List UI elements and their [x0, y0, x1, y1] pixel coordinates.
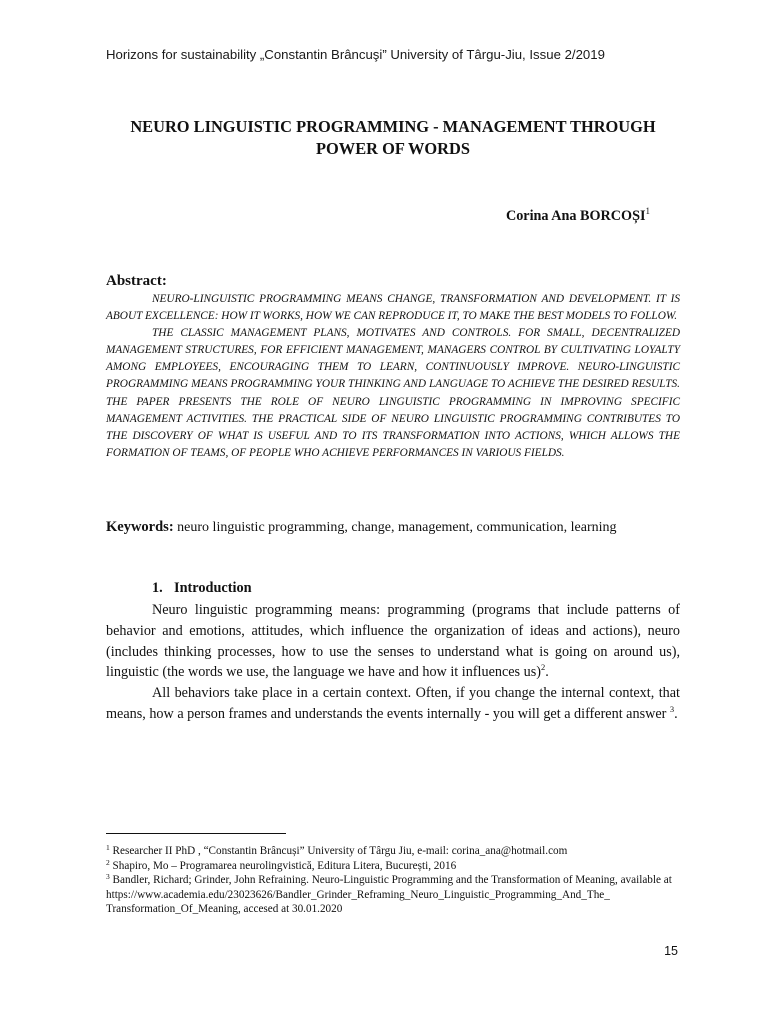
- abstract-paragraph-1: NEURO-LINGUISTIC PROGRAMMING MEANS CHANGE, TRANSFORMATION AND DEVELOPMENT. IT IS ABOUT EXCELLENCE: HOW IT WORKS, HOW WE CAN REPRODUCE IT, TO MAKE THE BEST MODELS TO FOLLOW.: [106, 293, 680, 323]
- intro-paragraph-2-text: All behaviors take place in a certain context. Often, if you change the internal context, that means, how a person frames and understands the events internally - you will get a different answer: [106, 685, 680, 722]
- footnote-1-text: Researcher II PhD , “Constantin Brâncuși” University of Târgu Jiu, e-mail: corina_ana@hotmail.com: [112, 845, 568, 857]
- footnote-3-url-end: Transformation_Of_Meaning, accesed at 30.01.2020: [106, 903, 343, 916]
- intro-paragraph-1-text: Neuro linguistic programming means: programming (programs that include patterns of behavior and emotions, attitudes, which influence the organization of ideas and actions), neuro (includes thinking processes, how to use the senses to understand what is going on around us), linguistic (the words we use, the language we have and how it influences us): [106, 602, 680, 681]
- footnote-1-mark: 1: [106, 843, 110, 852]
- intro-paragraph-1-end: .: [545, 664, 549, 681]
- footnote-separator: [106, 833, 286, 834]
- title-line-2: POWER OF WORDS: [316, 139, 470, 158]
- author-footnote-mark: 1: [645, 206, 650, 216]
- keywords-line: [106, 519, 617, 536]
- footnote-2: [106, 859, 680, 874]
- footnote-1: [106, 844, 680, 859]
- author-name: Corina Ana BORCOȘI: [505, 208, 646, 224]
- page-number: 15: [664, 944, 678, 958]
- footnote-3-url[interactable]: https://www.academia.edu/23023626/Bandler_Grinder_Reframing_Neuro_Linguistic_Programming_And_The_: [106, 888, 610, 901]
- footnote-ref-3: 3: [669, 703, 675, 714]
- paper-title: [106, 116, 680, 160]
- intro-paragraph-2-end: .: [674, 705, 678, 722]
- section-title: Introduction: [174, 580, 252, 596]
- abstract-body: [106, 291, 680, 462]
- abstract-paragraph-2: THE CLASSIC MANAGEMENT PLANS, MOTIVATES AND CONTROLS. FOR SMALL, DECENTRALIZED MANAGEMENT STRUCTURES, FOR EFFICIENT MANAGEMENT, MANAGERS CONTROL BY CULTIVATING LOYALTY AMONG EMPLOYEES, ENCOURAGING THEM TO LEARN, CONTINUOUSLY IMPROVE. NEURO-LINGUISTIC PROGRAMMING MEANS PROGRAMMING YOUR THINKING AND LANGUAGE TO ACHIEVE THE DESIRED RESULTS. THE PAPER PRESENTS THE ROLE OF NEURO LINGUISTIC PROGRAMMING IN IMPROVING SPECIFIC MANAGEMENT ACTIVITIES. THE PRACTICAL SIDE OF NEURO LINGUISTIC PROGRAMMING CONTRIBUTES TO THE DISCOVERY OF WHAT IS USEFUL AND TO ITS TRANSFORMATION INTO ACTIONS, WHICH ALLOWS THE FORMATION OF TEAMS, OF PEOPLE WHO ACHIEVE PERFORMANCES IN VARIOUS FIELDS.: [106, 327, 680, 459]
- intro-paragraph-2: [106, 683, 680, 725]
- keywords-label: Keywords:: [106, 519, 174, 535]
- abstract-heading: Abstract:: [106, 273, 167, 289]
- footnote-2-mark: 2: [106, 857, 110, 867]
- footnote-3: [106, 873, 680, 888]
- footnote-3-text: Bandler, Richard; Grinder, John Refraining. Neuro-Linguistic Programming and the Transformation of Meaning, available at: [112, 874, 672, 887]
- footnote-ref-2: 2: [540, 662, 546, 673]
- section-number: 1.: [152, 580, 163, 596]
- footnote-3-mark: 3: [106, 872, 110, 882]
- title-line-1: NEURO LINGUISTIC PROGRAMMING - MANAGEMENT THROUGH: [130, 117, 656, 136]
- footnote-2-text: Shapiro, Mo – Programarea neurolingvistică, Editura Litera, București, 2016: [112, 859, 457, 872]
- footnotes: [106, 844, 680, 917]
- section-heading-introduction: [152, 580, 252, 597]
- keywords-text: neuro linguistic programming, change, management, communication, learning: [177, 520, 617, 535]
- intro-paragraph-1: [106, 600, 680, 683]
- introduction-body: [106, 600, 680, 725]
- author-line: [506, 208, 650, 225]
- running-header: Horizons for sustainability „Constantin Brâncuşi” University of Târgu-Jiu, Issue 2/2019: [106, 47, 605, 62]
